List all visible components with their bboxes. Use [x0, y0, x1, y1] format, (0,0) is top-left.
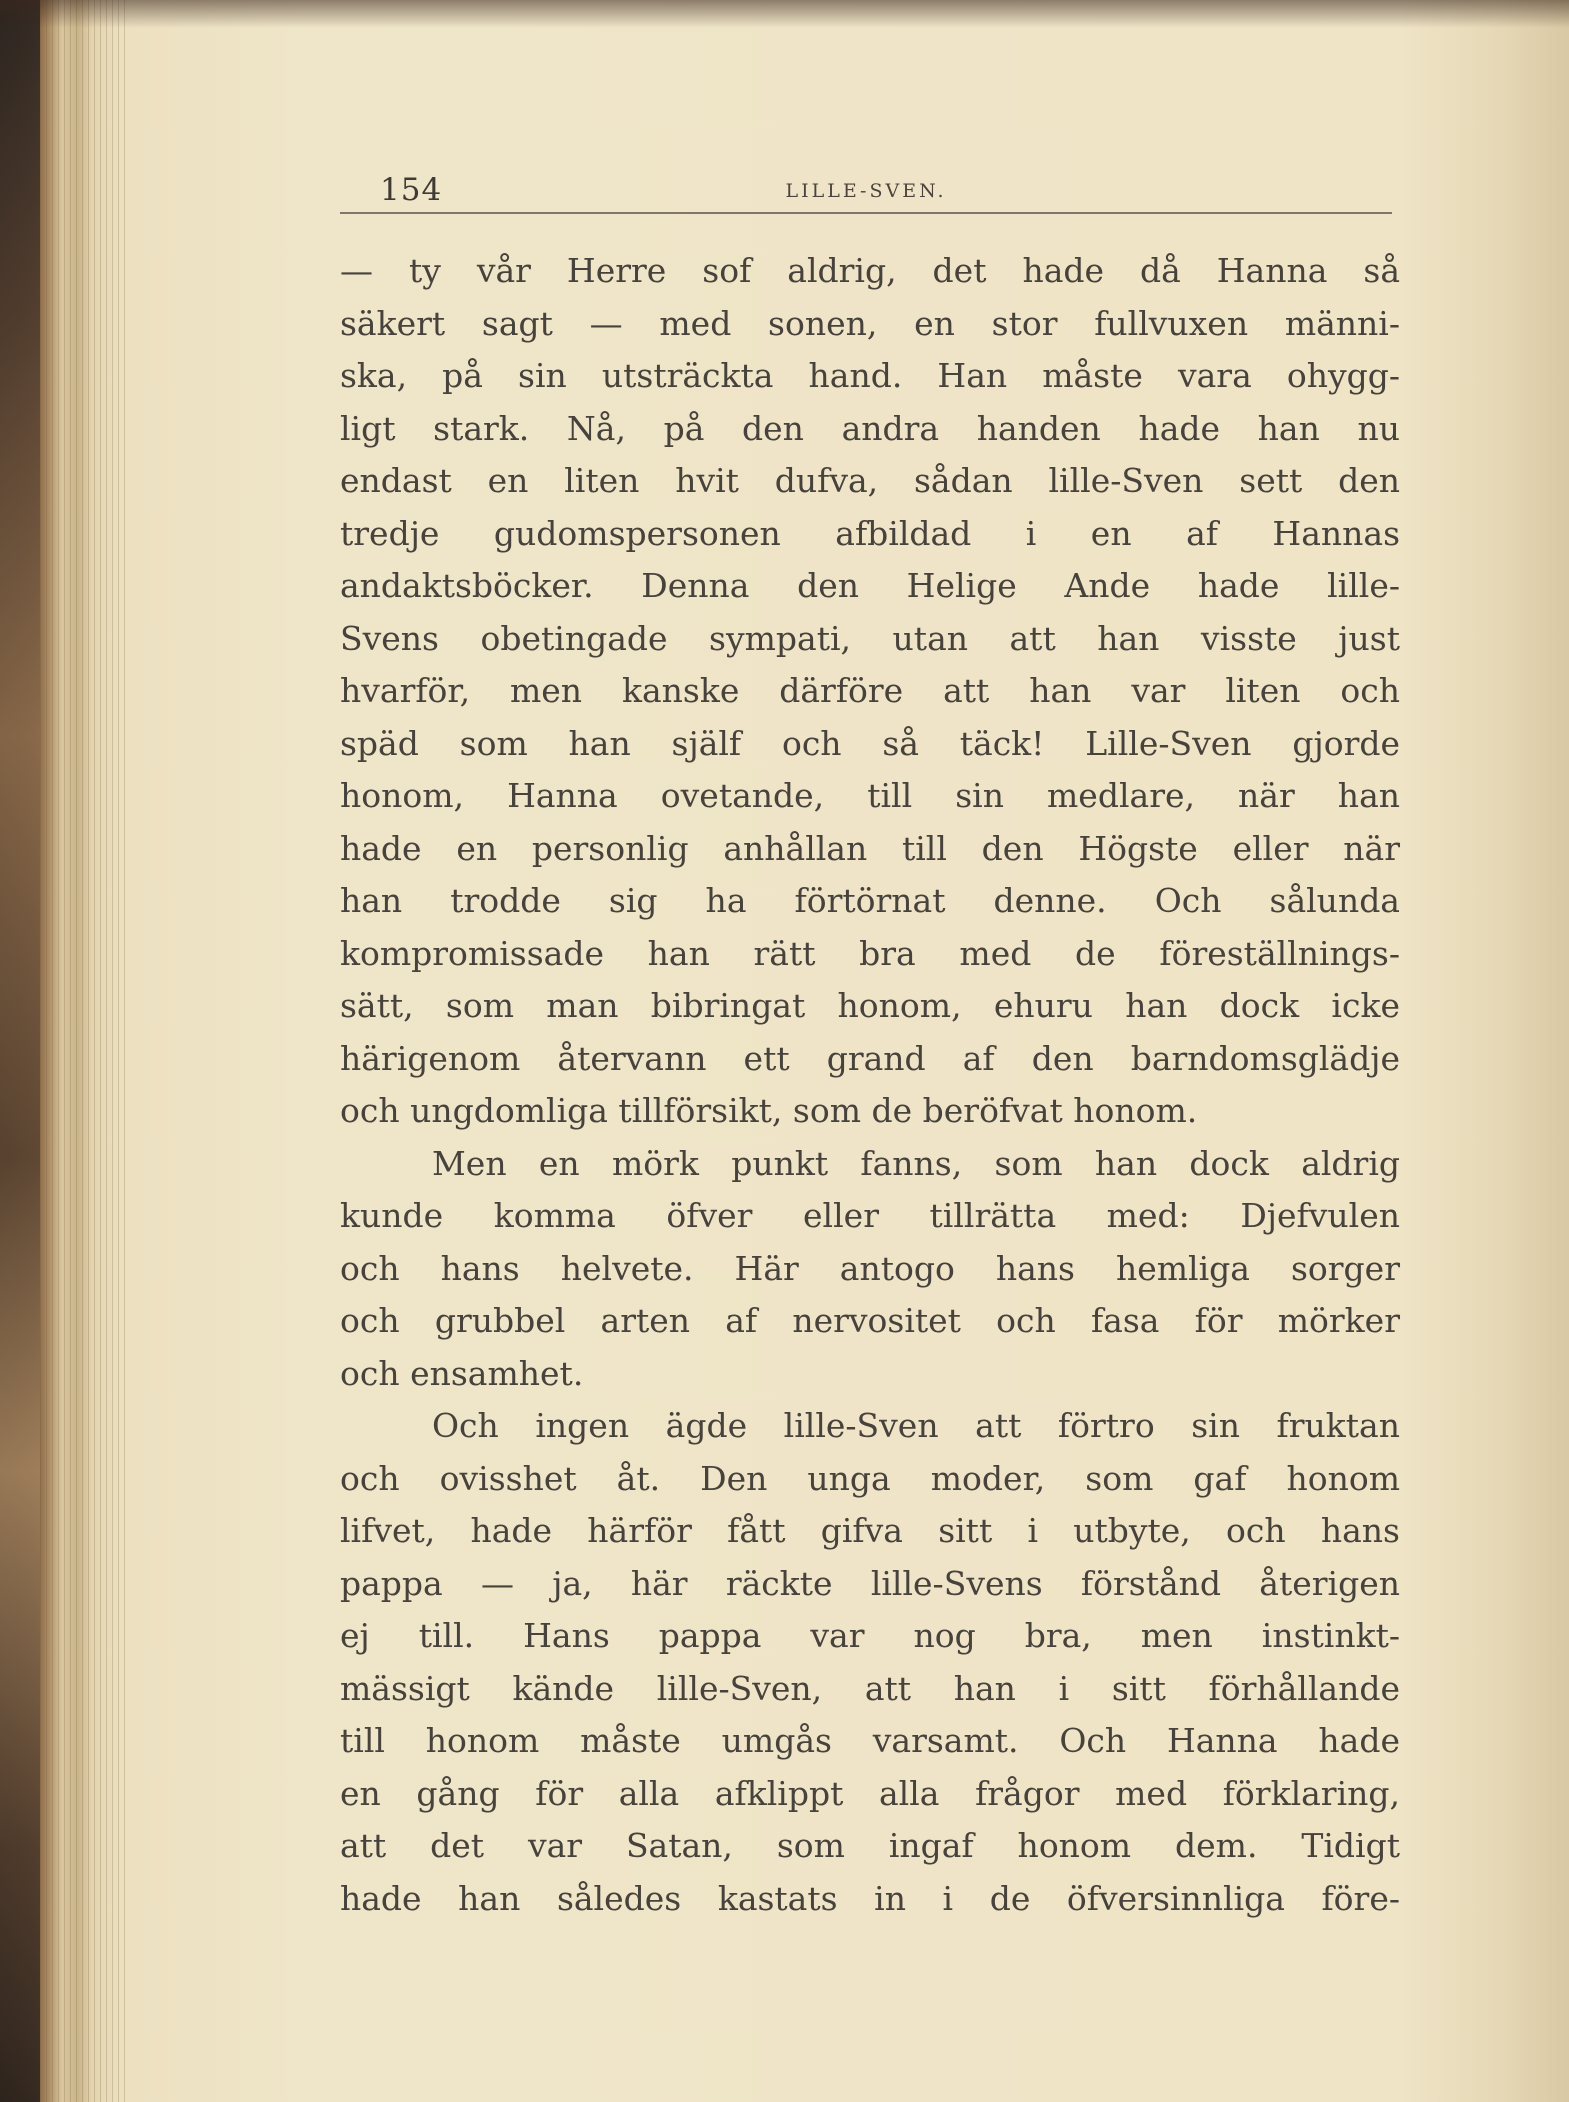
text-line: lifvet, hade härför fått gifva sitt i utbyte, och hans [340, 1511, 1400, 1550]
text-line: Och ingen ägde lille-Sven att förtro sin fruktan [432, 1406, 1400, 1445]
body-text [340, 245, 1400, 1925]
text-line: och ovisshet åt. Den unga moder, som gaf honom [340, 1458, 1400, 1498]
text-line: hade en personlig anhållan till den Högste eller när [340, 828, 1400, 868]
text-line: till honom måste umgås varsamt. Och Hanna hade [340, 1721, 1400, 1760]
text-line: ska, på sin utsträckta hand. Han måste vara ohygg- [340, 356, 1400, 395]
text-line: och ensamhet. [340, 1353, 584, 1393]
text-line: och ungdomliga tillförsikt, som de beröfvat honom. [340, 1091, 1198, 1130]
text-line: Svens obetingade sympati, utan att han visste just [340, 618, 1400, 658]
text-line: endast en liten hvit dufva, sådan lille-Sven sett den [340, 461, 1400, 500]
header-rule [340, 212, 1392, 214]
book-cover-edge [0, 0, 40, 2102]
text-line: andaktsböcker. Denna den Helige Ande hade lille- [340, 566, 1400, 605]
text-line: honom, Hanna ovetande, till sin medlare, när han [340, 776, 1400, 815]
text-line: att det var Satan, som ingaf honom dem. Tidigt [340, 1826, 1400, 1865]
text-line: mässigt kände lille-Sven, att han i sitt förhållande [340, 1668, 1400, 1708]
page-header [340, 172, 1392, 212]
text-line: ej till. Hans pappa var nog bra, men instinkt- [340, 1616, 1400, 1655]
text-line: ligt stark. Nå, på den andra handen hade han nu [340, 408, 1400, 448]
top-shadow [0, 0, 1569, 28]
paragraph [340, 245, 1400, 1138]
text-line: en gång för alla afklippt alla frågor med förklaring, [340, 1773, 1400, 1813]
text-line: säkert sagt — med sonen, en stor fullvuxen männi- [340, 303, 1400, 343]
text-line: — ty vår Herre sof aldrig, det hade då Hanna så [340, 251, 1400, 290]
text-line: kompromissade han rätt bra med de föreställnings- [340, 933, 1400, 973]
running-title: LILLE-SVEN. [785, 180, 947, 202]
paragraph [340, 1138, 1400, 1401]
page-stack-edge [40, 0, 130, 2102]
text-line: kunde komma öfver eller tillrätta med: Djefvulen [340, 1196, 1400, 1235]
text-line: han trodde sig ha förtörnat denne. Och sålunda [340, 881, 1400, 920]
text-line: hade han således kastats in i de öfversinnliga före- [340, 1878, 1400, 1918]
text-line: härigenom återvann ett grand af den barndomsglädje [340, 1038, 1400, 1078]
text-line: tredje gudomspersonen afbildad i en af Hannas [340, 513, 1400, 553]
page-number: 154 [380, 172, 443, 208]
text-line: och grubbel arten af nervositet och fasa för mörker [340, 1301, 1400, 1340]
text-line: Men en mörk punkt fanns, som han dock aldrig [432, 1143, 1400, 1183]
text-line: och hans helvete. Här antogo hans hemliga sorger [340, 1248, 1400, 1288]
text-line: sätt, som man bibringat honom, ehuru han dock icke [340, 986, 1400, 1025]
text-line: späd som han själf och så täck! Lille-Sven gjorde [340, 723, 1400, 763]
text-line: hvarför, men kanske därföre att han var liten och [340, 671, 1400, 710]
text-line: pappa — ja, här räckte lille-Svens förstånd återigen [340, 1563, 1400, 1603]
paragraph [340, 1400, 1400, 1925]
